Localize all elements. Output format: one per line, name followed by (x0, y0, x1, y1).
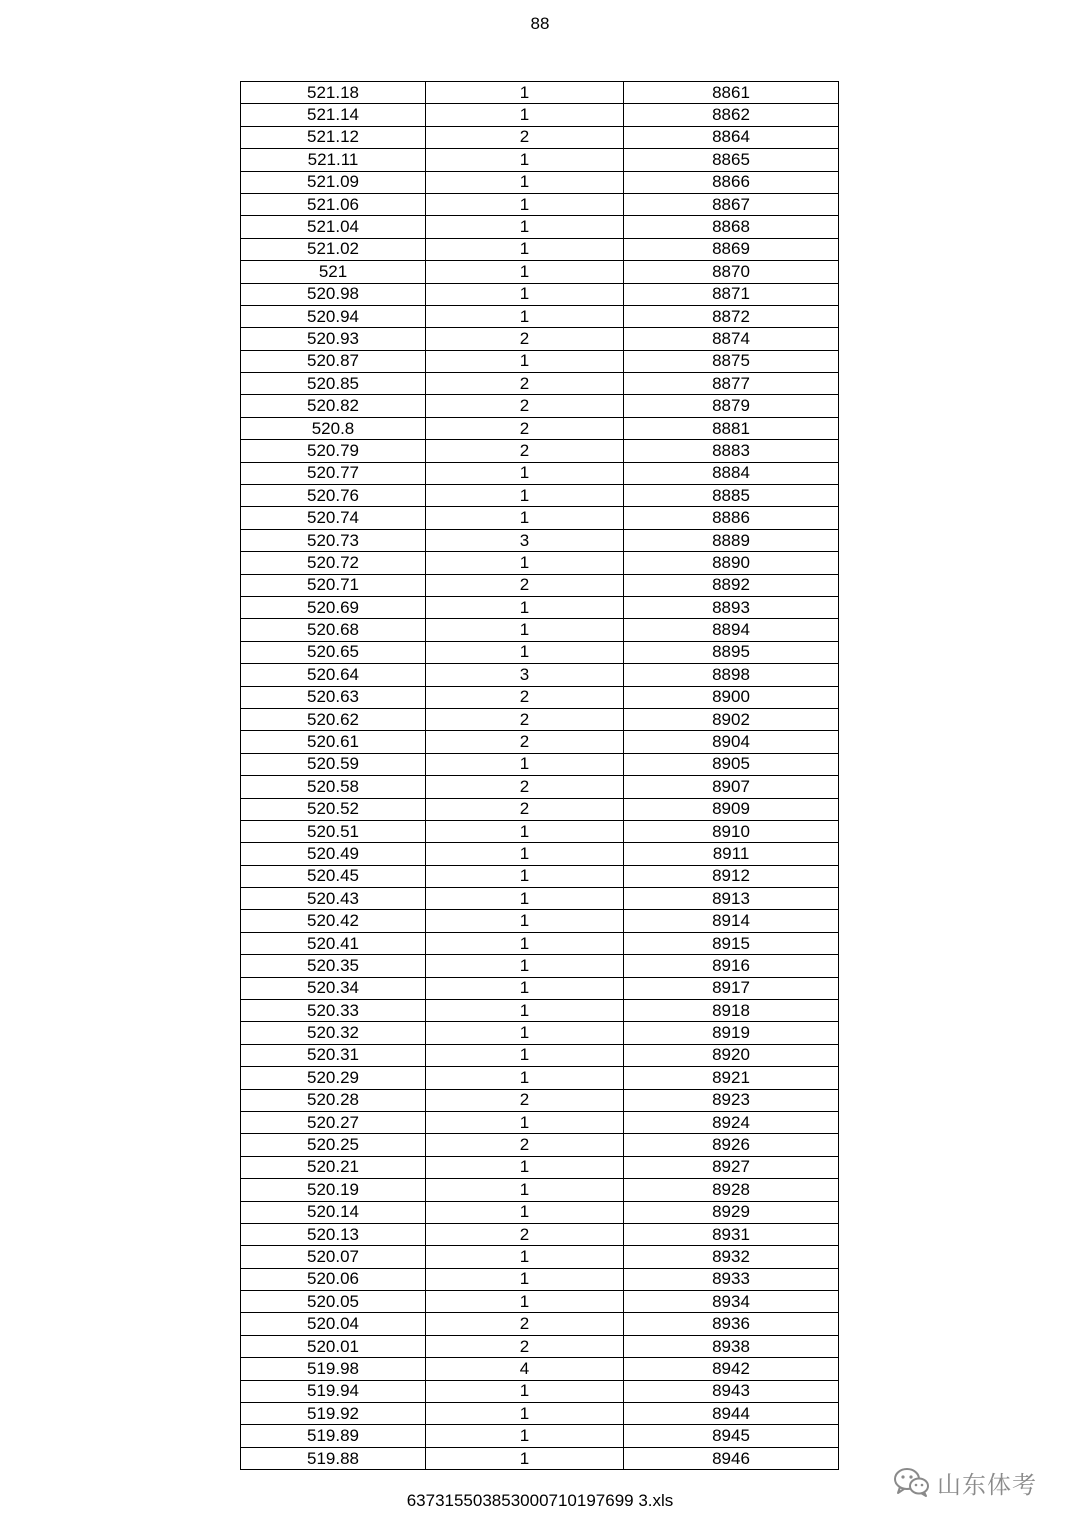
table-row (241, 1223, 839, 1245)
score-cell: 520.49 (241, 843, 426, 865)
score-cell: 519.92 (241, 1403, 426, 1425)
table-row (241, 798, 839, 820)
score-cell: 520.34 (241, 977, 426, 999)
count-cell: 1 (426, 1246, 624, 1268)
count-cell: 1 (426, 1291, 624, 1313)
count-cell: 3 (426, 529, 624, 551)
cumulative-cell: 8904 (624, 731, 839, 753)
score-cell: 520.65 (241, 641, 426, 663)
count-cell: 1 (426, 104, 624, 126)
score-cell: 520.31 (241, 1044, 426, 1066)
count-cell: 1 (426, 843, 624, 865)
count-cell: 3 (426, 664, 624, 686)
count-cell: 2 (426, 328, 624, 350)
score-table (240, 81, 839, 1470)
table-row (241, 1246, 839, 1268)
count-cell: 2 (426, 686, 624, 708)
table-row (241, 574, 839, 596)
score-cell: 520.93 (241, 328, 426, 350)
count-cell: 1 (426, 1156, 624, 1178)
cumulative-cell: 8866 (624, 171, 839, 193)
table-row (241, 843, 839, 865)
table-row (241, 1335, 839, 1357)
score-cell: 520.72 (241, 552, 426, 574)
table-row (241, 1179, 839, 1201)
table-row (241, 126, 839, 148)
cumulative-cell: 8879 (624, 395, 839, 417)
count-cell: 1 (426, 641, 624, 663)
score-cell: 520.13 (241, 1223, 426, 1245)
count-cell: 1 (426, 283, 624, 305)
table-row (241, 753, 839, 775)
cumulative-cell: 8894 (624, 619, 839, 641)
cumulative-cell: 8919 (624, 1022, 839, 1044)
watermark (893, 1465, 1037, 1499)
score-cell: 520.42 (241, 910, 426, 932)
count-cell: 1 (426, 1022, 624, 1044)
table-row (241, 1313, 839, 1335)
score-table-body (241, 82, 839, 1470)
score-cell: 520.73 (241, 529, 426, 551)
score-cell: 519.94 (241, 1380, 426, 1402)
table-row (241, 1268, 839, 1290)
table-row (241, 82, 839, 104)
score-cell: 520.27 (241, 1111, 426, 1133)
cumulative-cell: 8932 (624, 1246, 839, 1268)
table-row (241, 193, 839, 215)
table-row (241, 977, 839, 999)
table-row (241, 708, 839, 730)
score-cell: 520.74 (241, 507, 426, 529)
cumulative-cell: 8886 (624, 507, 839, 529)
table-row (241, 1403, 839, 1425)
cumulative-cell: 8936 (624, 1313, 839, 1335)
cumulative-cell: 8926 (624, 1134, 839, 1156)
score-cell: 520.35 (241, 955, 426, 977)
score-cell: 521.11 (241, 149, 426, 171)
table-row (241, 529, 839, 551)
cumulative-cell: 8889 (624, 529, 839, 551)
cumulative-cell: 8872 (624, 305, 839, 327)
count-cell: 1 (426, 1268, 624, 1290)
cumulative-cell: 8893 (624, 596, 839, 618)
cumulative-cell: 8938 (624, 1335, 839, 1357)
table-row (241, 1000, 839, 1022)
count-cell: 2 (426, 574, 624, 596)
cumulative-cell: 8869 (624, 238, 839, 260)
table-row (241, 171, 839, 193)
count-cell: 1 (426, 238, 624, 260)
table-row (241, 731, 839, 753)
count-cell: 1 (426, 932, 624, 954)
table-row (241, 1447, 839, 1469)
cumulative-cell: 8933 (624, 1268, 839, 1290)
score-cell: 520.21 (241, 1156, 426, 1178)
cumulative-cell: 8902 (624, 708, 839, 730)
count-cell: 1 (426, 171, 624, 193)
count-cell: 1 (426, 1179, 624, 1201)
score-cell: 520.19 (241, 1179, 426, 1201)
table-row (241, 664, 839, 686)
cumulative-cell: 8913 (624, 888, 839, 910)
score-cell: 520.85 (241, 373, 426, 395)
table-row (241, 596, 839, 618)
score-cell: 519.88 (241, 1447, 426, 1469)
table-row (241, 1201, 839, 1223)
cumulative-cell: 8892 (624, 574, 839, 596)
table-row (241, 104, 839, 126)
table-row (241, 1022, 839, 1044)
cumulative-cell: 8895 (624, 641, 839, 663)
score-cell: 520.8 (241, 417, 426, 439)
table-row (241, 1089, 839, 1111)
table-row (241, 1358, 839, 1380)
score-cell: 521.06 (241, 193, 426, 215)
table-row (241, 1380, 839, 1402)
score-cell: 520.59 (241, 753, 426, 775)
count-cell: 1 (426, 350, 624, 372)
table-row (241, 373, 839, 395)
cumulative-cell: 8898 (624, 664, 839, 686)
count-cell: 1 (426, 149, 624, 171)
cumulative-cell: 8929 (624, 1201, 839, 1223)
cumulative-cell: 8868 (624, 216, 839, 238)
table-row (241, 305, 839, 327)
score-cell: 521 (241, 261, 426, 283)
score-cell: 520.28 (241, 1089, 426, 1111)
score-cell: 520.14 (241, 1201, 426, 1223)
table-row (241, 261, 839, 283)
count-cell: 1 (426, 619, 624, 641)
table-row (241, 1111, 839, 1133)
table-row (241, 485, 839, 507)
count-cell: 1 (426, 955, 624, 977)
count-cell: 2 (426, 1134, 624, 1156)
cumulative-cell: 8915 (624, 932, 839, 954)
cumulative-cell: 8890 (624, 552, 839, 574)
count-cell: 1 (426, 753, 624, 775)
table-row (241, 149, 839, 171)
count-cell: 1 (426, 82, 624, 104)
count-cell: 1 (426, 261, 624, 283)
cumulative-cell: 8928 (624, 1179, 839, 1201)
cumulative-cell: 8944 (624, 1403, 839, 1425)
watermark-text: 山东体考 (937, 1470, 1037, 1499)
cumulative-cell: 8934 (624, 1291, 839, 1313)
footer-filename: 637315503853000710197699 3.xls (406, 1491, 674, 1510)
count-cell: 1 (426, 977, 624, 999)
table-row (241, 865, 839, 887)
table-row (241, 507, 839, 529)
count-cell: 1 (426, 1380, 624, 1402)
cumulative-cell: 8914 (624, 910, 839, 932)
cumulative-cell: 8871 (624, 283, 839, 305)
score-cell: 520.77 (241, 462, 426, 484)
table-row (241, 619, 839, 641)
score-cell: 520.29 (241, 1067, 426, 1089)
count-cell: 1 (426, 1425, 624, 1447)
table-row (241, 417, 839, 439)
table-row (241, 932, 839, 954)
cumulative-cell: 8881 (624, 417, 839, 439)
score-cell: 521.09 (241, 171, 426, 193)
table-row (241, 216, 839, 238)
table-row (241, 1291, 839, 1313)
table-row (241, 395, 839, 417)
score-cell: 520.45 (241, 865, 426, 887)
table-row (241, 1067, 839, 1089)
score-cell: 520.52 (241, 798, 426, 820)
cumulative-cell: 8942 (624, 1358, 839, 1380)
score-cell: 520.32 (241, 1022, 426, 1044)
count-cell: 2 (426, 1089, 624, 1111)
count-cell: 2 (426, 708, 624, 730)
table-row (241, 1156, 839, 1178)
count-cell: 1 (426, 507, 624, 529)
score-cell: 520.61 (241, 731, 426, 753)
count-cell: 1 (426, 485, 624, 507)
table-row (241, 686, 839, 708)
table-row (241, 238, 839, 260)
table-row (241, 1425, 839, 1447)
score-cell: 520.41 (241, 932, 426, 954)
count-cell: 4 (426, 1358, 624, 1380)
count-cell: 1 (426, 1447, 624, 1469)
table-row (241, 328, 839, 350)
cumulative-cell: 8862 (624, 104, 839, 126)
count-cell: 1 (426, 1067, 624, 1089)
score-cell: 520.87 (241, 350, 426, 372)
score-cell: 520.58 (241, 776, 426, 798)
score-cell: 520.51 (241, 820, 426, 842)
cumulative-cell: 8909 (624, 798, 839, 820)
score-cell: 520.98 (241, 283, 426, 305)
score-cell: 520.01 (241, 1335, 426, 1357)
cumulative-cell: 8905 (624, 753, 839, 775)
cumulative-cell: 8921 (624, 1067, 839, 1089)
count-cell: 1 (426, 1403, 624, 1425)
cumulative-cell: 8923 (624, 1089, 839, 1111)
table-row (241, 776, 839, 798)
score-cell: 521.02 (241, 238, 426, 260)
cumulative-cell: 8945 (624, 1425, 839, 1447)
score-cell: 520.68 (241, 619, 426, 641)
cumulative-cell: 8870 (624, 261, 839, 283)
score-cell: 520.04 (241, 1313, 426, 1335)
cumulative-cell: 8867 (624, 193, 839, 215)
score-cell: 520.64 (241, 664, 426, 686)
cumulative-cell: 8924 (624, 1111, 839, 1133)
count-cell: 2 (426, 1223, 624, 1245)
count-cell: 1 (426, 1044, 624, 1066)
cumulative-cell: 8911 (624, 843, 839, 865)
cumulative-cell: 8910 (624, 820, 839, 842)
table-row (241, 641, 839, 663)
count-cell: 1 (426, 193, 624, 215)
cumulative-cell: 8907 (624, 776, 839, 798)
table-row (241, 820, 839, 842)
score-cell: 520.07 (241, 1246, 426, 1268)
count-cell: 2 (426, 440, 624, 462)
count-cell: 2 (426, 731, 624, 753)
count-cell: 2 (426, 417, 624, 439)
count-cell: 2 (426, 1335, 624, 1357)
score-cell: 520.94 (241, 305, 426, 327)
table-row (241, 1134, 839, 1156)
count-cell: 2 (426, 126, 624, 148)
page-number: 88 (530, 14, 550, 33)
score-cell: 519.98 (241, 1358, 426, 1380)
score-cell: 520.62 (241, 708, 426, 730)
count-cell: 1 (426, 888, 624, 910)
count-cell: 1 (426, 1111, 624, 1133)
cumulative-cell: 8927 (624, 1156, 839, 1178)
cumulative-cell: 8931 (624, 1223, 839, 1245)
table-row (241, 283, 839, 305)
score-cell: 520.69 (241, 596, 426, 618)
table-row (241, 910, 839, 932)
score-cell: 521.12 (241, 126, 426, 148)
cumulative-cell: 8884 (624, 462, 839, 484)
count-cell: 1 (426, 820, 624, 842)
cumulative-cell: 8943 (624, 1380, 839, 1402)
score-cell: 520.76 (241, 485, 426, 507)
cumulative-cell: 8920 (624, 1044, 839, 1066)
cumulative-cell: 8946 (624, 1447, 839, 1469)
cumulative-cell: 8918 (624, 1000, 839, 1022)
count-cell: 1 (426, 462, 624, 484)
count-cell: 1 (426, 910, 624, 932)
count-cell: 2 (426, 776, 624, 798)
count-cell: 1 (426, 865, 624, 887)
cumulative-cell: 8865 (624, 149, 839, 171)
cumulative-cell: 8874 (624, 328, 839, 350)
count-cell: 1 (426, 596, 624, 618)
count-cell: 1 (426, 216, 624, 238)
cumulative-cell: 8912 (624, 865, 839, 887)
wechat-icon (893, 1466, 931, 1498)
score-cell: 521.18 (241, 82, 426, 104)
score-cell: 521.14 (241, 104, 426, 126)
table-row (241, 955, 839, 977)
cumulative-cell: 8875 (624, 350, 839, 372)
score-cell: 520.06 (241, 1268, 426, 1290)
table-row (241, 888, 839, 910)
score-cell: 519.89 (241, 1425, 426, 1447)
score-cell: 520.82 (241, 395, 426, 417)
table-row (241, 1044, 839, 1066)
score-cell: 520.79 (241, 440, 426, 462)
score-cell: 520.43 (241, 888, 426, 910)
table-row (241, 462, 839, 484)
count-cell: 1 (426, 305, 624, 327)
count-cell: 2 (426, 395, 624, 417)
table-row (241, 440, 839, 462)
count-cell: 1 (426, 1000, 624, 1022)
count-cell: 2 (426, 373, 624, 395)
cumulative-cell: 8900 (624, 686, 839, 708)
score-cell: 520.33 (241, 1000, 426, 1022)
cumulative-cell: 8917 (624, 977, 839, 999)
count-cell: 2 (426, 798, 624, 820)
cumulative-cell: 8883 (624, 440, 839, 462)
score-cell: 520.63 (241, 686, 426, 708)
cumulative-cell: 8861 (624, 82, 839, 104)
count-cell: 2 (426, 1313, 624, 1335)
score-cell: 520.05 (241, 1291, 426, 1313)
cumulative-cell: 8916 (624, 955, 839, 977)
score-cell: 520.71 (241, 574, 426, 596)
table-row (241, 552, 839, 574)
score-cell: 520.25 (241, 1134, 426, 1156)
cumulative-cell: 8877 (624, 373, 839, 395)
cumulative-cell: 8864 (624, 126, 839, 148)
table-row (241, 350, 839, 372)
cumulative-cell: 8885 (624, 485, 839, 507)
count-cell: 1 (426, 552, 624, 574)
score-cell: 521.04 (241, 216, 426, 238)
count-cell: 1 (426, 1201, 624, 1223)
